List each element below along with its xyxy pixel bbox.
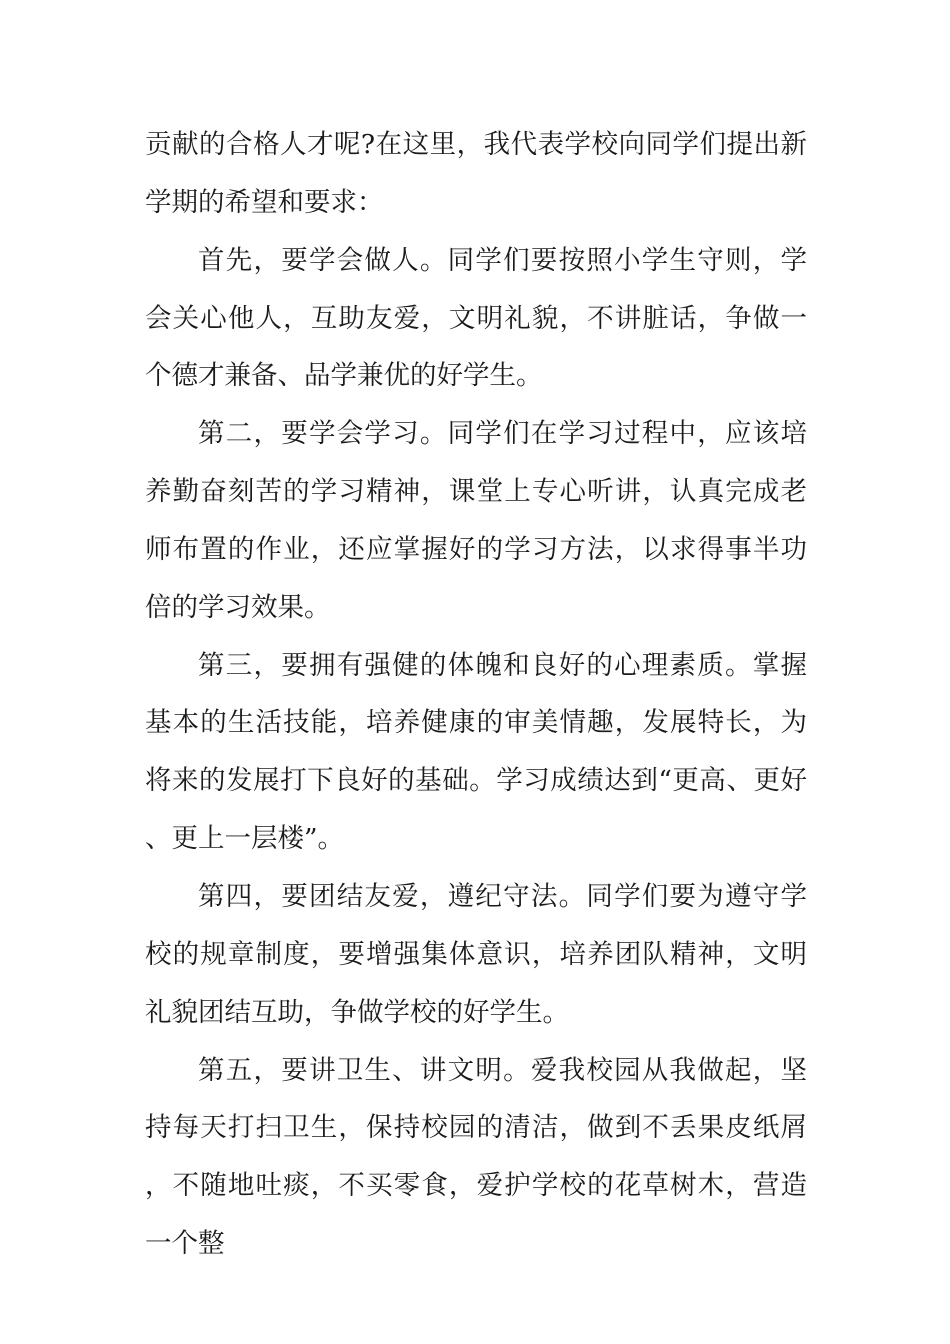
paragraph-fourth-point: 第四，要团结友爱，遵纪守法。同学们要为遵守学校的规章制度，要增强集体意识，培养团队精神，文明礼貌团结互助，争做学校的好学生。 (145, 880, 807, 1028)
document-body (145, 116, 807, 1273)
paragraph-continuation: 贡献的合格人才呢?在这里，我代表学校向同学们提出新学期的希望和要求： (145, 129, 807, 218)
paragraph-third-point: 第三，要拥有强健的体魄和良好的心理素质。掌握基本的生活技能，培养健康的审美情趣，发展特长，为将来的发展打下良好的基础。学习成绩达到“更高、更好、更上一层楼”。 (145, 649, 807, 855)
paragraph-fifth-point: 第五，要讲卫生、讲文明。爱我校园从我做起，坚持每天打扫卫生，保持校园的清洁，做到不丢果皮纸屑，不随地吐痰，不买零食，爱护学校的花草树木，营造一个整 (145, 1054, 807, 1260)
paragraph-first-point: 首先，要学会做人。同学们要按照小学生守则，学会关心他人，互助友爱，文明礼貌，不讲脏话，争做一个德才兼备、品学兼优的好学生。 (145, 244, 807, 392)
paragraph-second-point: 第二，要学会学习。同学们在学习过程中，应该培养勤奋刻苦的学习精神，课堂上专心听讲，认真完成老师布置的作业，还应掌握好的学习方法，以求得事半功倍的学习效果。 (145, 418, 807, 623)
